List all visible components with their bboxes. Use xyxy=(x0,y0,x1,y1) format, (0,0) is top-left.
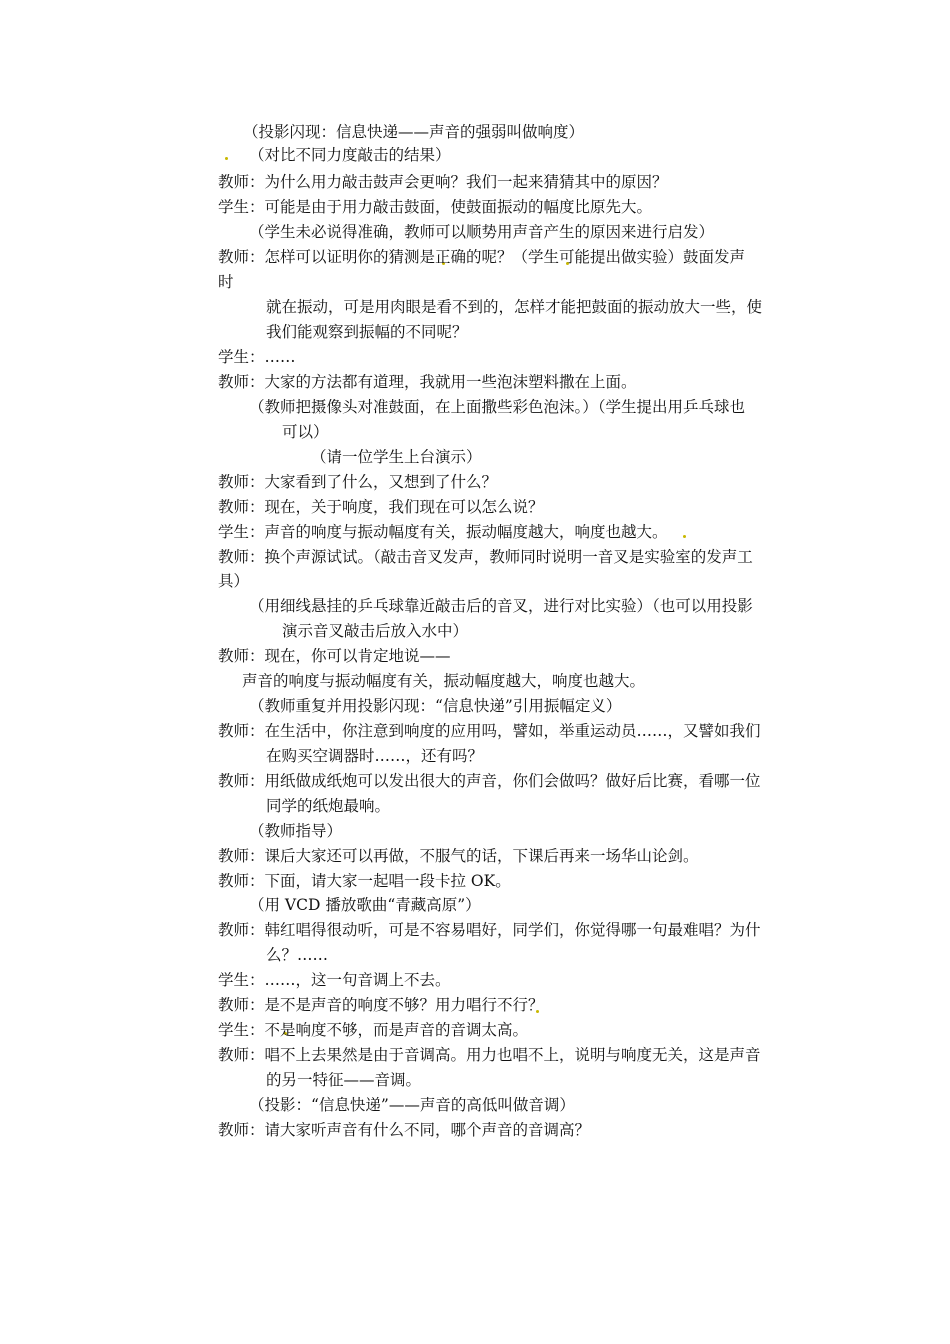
text-line: 教师：用纸做成纸炮可以发出很大的声音，你们会做吗？做好后比赛，看哪一位 xyxy=(218,772,761,790)
text-line: 学生：……，这一句音调上不去。 xyxy=(218,971,451,989)
text-line: （请一位学生上台演示） xyxy=(311,448,482,466)
decorative-dot xyxy=(225,157,228,160)
text-line: 教师：现在，你可以肯定地说—— xyxy=(218,647,451,665)
text-line: 演示音叉敲击后放入水中） xyxy=(282,622,469,640)
text-line: （教师重复并用投影闪现：“信息快递”引用振幅定义） xyxy=(249,697,622,715)
decorative-dot xyxy=(683,535,686,538)
text-line: 可以） xyxy=(282,423,329,441)
text-line: 学生：…… xyxy=(218,348,296,366)
text-line: 在购买空调器时……，还有吗？ xyxy=(266,747,484,765)
text-line: 教师：换个声源试试。（敲击音叉发声，教师同时说明一音叉是实验室的发声工 xyxy=(218,548,753,566)
text-line: （教师把摄像头对准鼓面，在上面撒些彩色泡沫。）（学生提出用乒乓球也 xyxy=(249,398,746,416)
text-line: 具） xyxy=(218,572,250,590)
text-line: 教师：课后大家还可以再做，不服气的话，下课后再来一场华山论剑。 xyxy=(218,847,699,865)
text-line: 教师：下面，请大家一起唱一段卡拉 OK。 xyxy=(218,872,511,890)
text-line: 学生：可能是由于用力敲击鼓面，使鼓面振动的幅度比原先大。 xyxy=(218,198,653,216)
text-line: 教师：大家看到了什么，又想到了什么？ xyxy=(218,473,498,491)
text-line: 教师：大家的方法都有道理，我就用一些泡沫塑料撒在上面。 xyxy=(218,373,637,391)
text-line: （教师指导） xyxy=(249,822,343,840)
text-line: 教师：唱不上去果然是由于音调高。用力也唱不上，说明与响度无关，这是声音 xyxy=(218,1046,761,1064)
text-line: 教师：请大家听声音有什么不同，哪个声音的音调高？ xyxy=(218,1121,591,1139)
text-line: 就在振动，可是用肉眼是看不到的，怎样才能把鼓面的振动放大一些，使 xyxy=(266,298,763,316)
text-line: （投影闪现：信息快递——声音的强弱叫做响度） xyxy=(243,123,585,141)
text-line: （用 VCD 播放歌曲“青藏高原”） xyxy=(249,896,481,914)
text-line: 么？…… xyxy=(266,946,329,964)
text-line: 教师：在生活中，你注意到响度的应用吗，譬如，举重运动员……，又譬如我们 xyxy=(218,722,761,740)
text-line: （对比不同力度敲击的结果） xyxy=(249,146,451,164)
text-line: 学生：声音的响度与振动幅度有关，振动幅度越大，响度也越大。 xyxy=(218,523,668,541)
text-line: 教师：韩红唱得很动听，可是不容易唱好，同学们，你觉得哪一句最难唱？为什 xyxy=(218,921,761,939)
text-line: 教师：怎样可以证明你的猜测是正确的呢？（学生可能提出做实验）鼓面发声 xyxy=(218,248,746,266)
text-line: （投影：“信息快递”——声音的高低叫做音调） xyxy=(249,1096,575,1114)
text-line: 教师：是不是声音的响度不够？用力唱行不行？ xyxy=(218,996,544,1014)
text-line: 我们能观察到振幅的不同呢？ xyxy=(266,323,468,341)
text-line: 时 xyxy=(218,273,234,291)
text-line: 教师：为什么用力敲击鼓声会更响？我们一起来猜猜其中的原因？ xyxy=(218,173,668,191)
text-line: 声音的响度与振动幅度有关，振动幅度越大，响度也越大。 xyxy=(242,672,646,690)
text-line: 同学的纸炮最响。 xyxy=(266,797,391,815)
text-line: 学生：不是响度不够，而是声音的音调太高。 xyxy=(218,1021,529,1039)
text-line: （学生未必说得准确，教师可以顺势用声音产生的原因来进行启发） xyxy=(249,223,715,241)
text-line: 的另一特征——音调。 xyxy=(266,1071,422,1089)
text-line: （用细线悬挂的乒乓球靠近敲击后的音叉，进行对比实验）（也可以用投影 xyxy=(249,597,753,615)
text-line: 教师：现在，关于响度，我们现在可以怎么说？ xyxy=(218,498,544,516)
